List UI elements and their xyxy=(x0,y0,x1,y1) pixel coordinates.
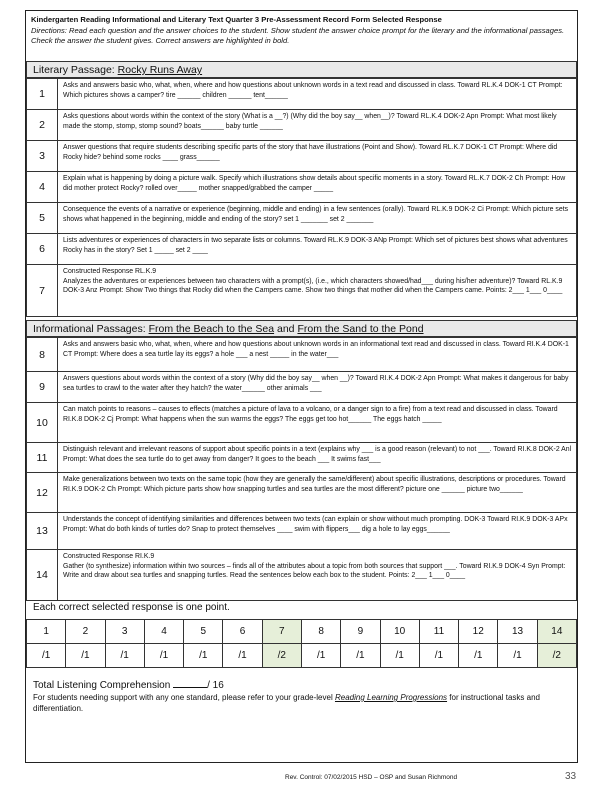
score-item-number: 9 xyxy=(341,620,380,644)
item-number: 4 xyxy=(27,172,58,203)
item-text: Explain what is happening by doing a picture walk. Specify which illustrations show details about specific moments in a story. Toward RL.K.7 DOK-2 Ch Prompt: How did mother protect Rocky? rolled over_____ mother snapped/grabbed the camper _____ xyxy=(58,172,577,203)
item-number: 7 xyxy=(27,265,58,317)
learning-progressions-link[interactable]: Reading Learning Progressions xyxy=(334,693,448,702)
literary-section-header xyxy=(26,61,577,78)
score-cell[interactable]: /2 xyxy=(262,644,301,668)
item-number: 5 xyxy=(27,203,58,234)
score-cell[interactable]: /1 xyxy=(66,644,105,668)
item-text: Asks and answers basic who, what, when, where and how questions about unknown words in an informational text read and discussed in class. Toward RI.K.4 DOK-1 CT Prompt: Where does a sea turtle lay its eggs? a hole ___ a nest _____ in the water___ xyxy=(58,338,577,372)
informational-table xyxy=(26,337,577,601)
item-number: 9 xyxy=(27,372,58,403)
item-number: 3 xyxy=(27,141,58,172)
table-row xyxy=(27,203,577,234)
score-cell[interactable]: /1 xyxy=(223,644,262,668)
score-grid-scores-row xyxy=(27,644,577,668)
table-row xyxy=(27,473,577,513)
total-label: Total Listening Comprehension xyxy=(33,680,171,691)
score-cell[interactable]: /2 xyxy=(537,644,576,668)
score-cell[interactable]: /1 xyxy=(27,644,66,668)
item-text: Understands the concept of identifying similarities and differences between two texts (can explain or show without much prompting. DOK-3 Toward RI.K.9 DOK-3 APx Prompt: What do both kinds of turtles do? Snap to protect themselves ____ swim with flippers___ dig a hole to lay eggs______ xyxy=(58,513,577,550)
item-text: Asks questions about words within the context of the story (What is a __?) (Why did the boy say__ when__)? Toward RL.K.4 DOK-2 Apn Prompt: What most likely made the stomp, stomp, stomp sound? boats______ baby turtle ______ xyxy=(58,110,577,141)
informational-passage-title-2: From the Sand to the Pond xyxy=(297,323,424,335)
item-text: Consequence the events of a narrative or experience (beginning, middle and ending) in a few sentences (orally). Toward RL.K.9 DOK-2 Ci Prompt: Which picture sets shows what happened in the beginning, middle and ending of the story? set 1 _______ set 2 _______ xyxy=(58,203,577,234)
form-directions: Directions: Read each question and the answer choices to the student. Show student the answer choice prompt for the literary and the informational passages. Check the answer the student gives. Correct answers are highlighted in bold. xyxy=(31,25,565,45)
footer-credit: Rev. Control: 07/02/2015 HSD – OSP and Susan Richmond xyxy=(285,774,458,781)
table-row xyxy=(27,79,577,110)
score-grid xyxy=(26,619,577,668)
total-score-blank[interactable] xyxy=(173,678,207,688)
score-item-number: 3 xyxy=(105,620,144,644)
table-row xyxy=(27,110,577,141)
score-cell[interactable]: /1 xyxy=(105,644,144,668)
item-number: 10 xyxy=(27,403,58,443)
score-cell[interactable]: /1 xyxy=(184,644,223,668)
support-note-text: For students needing support with any one standard, please refer to your grade-level xyxy=(33,693,335,702)
score-item-number: 6 xyxy=(223,620,262,644)
score-grid-items-row xyxy=(27,620,577,644)
informational-and: and xyxy=(277,323,295,335)
score-item-number: 8 xyxy=(301,620,340,644)
table-row xyxy=(27,372,577,403)
table-row xyxy=(27,403,577,443)
score-cell[interactable]: /1 xyxy=(144,644,183,668)
score-item-number: 1 xyxy=(27,620,66,644)
total-score xyxy=(33,678,224,691)
item-number: 8 xyxy=(27,338,58,372)
score-cell[interactable]: /1 xyxy=(341,644,380,668)
literary-passage-title: Rocky Runs Away xyxy=(117,64,203,76)
item-number: 1 xyxy=(27,79,58,110)
score-cell[interactable]: /1 xyxy=(498,644,537,668)
literary-label: Literary Passage: xyxy=(33,64,115,76)
support-note xyxy=(33,692,563,714)
score-item-number: 4 xyxy=(144,620,183,644)
form-header xyxy=(31,15,576,47)
score-item-number: 7 xyxy=(262,620,301,644)
informational-label: Informational Passages: xyxy=(33,323,146,335)
item-number: 11 xyxy=(27,443,58,473)
item-text: Answer questions that require students describing specific parts of the story that have illustrations (Point and Show). Toward RL.K.7 DOK-1 CT Prompt: Where did Rocky hide? behind some rocks ____ grass______ xyxy=(58,141,577,172)
score-cell[interactable]: /1 xyxy=(459,644,498,668)
item-number: 6 xyxy=(27,234,58,265)
score-cell[interactable]: /1 xyxy=(301,644,340,668)
score-item-number: 13 xyxy=(498,620,537,644)
score-item-number: 12 xyxy=(459,620,498,644)
table-row xyxy=(27,338,577,372)
scoring-note: Each correct selected response is one point. xyxy=(33,602,230,613)
item-number: 14 xyxy=(27,550,58,601)
constructed-response-text: Analyzes the adventures or experiences between two characters with a prompt(s), (i.e., which characters showed/had___ during his/her adventure)? Toward RL.K.9 DOK-3 Anz Prompt: Show Two things that Rocky did when the Campers came. Show two things that mother did when the Campers came. Points: 2___ 1___ 0____ xyxy=(63,277,563,295)
item-number: 12 xyxy=(27,473,58,513)
item-text xyxy=(58,265,577,317)
item-number: 2 xyxy=(27,110,58,141)
item-text: Answers questions about words within the context of a story (Why did the boy say__ when __)? Toward RI.K.4 DOK-2 Apn Prompt: What makes it dangerous for baby sea turtles to crawl to the water after they hatch? the water______ other animals ___ xyxy=(58,372,577,403)
table-row xyxy=(27,513,577,550)
support-note-text-end: for instructional tasks and differentiation. xyxy=(33,693,540,713)
score-cell[interactable]: /1 xyxy=(380,644,419,668)
table-row xyxy=(27,550,577,601)
table-row xyxy=(27,265,577,317)
item-text: Asks and answers basic who, what, when, where and how questions about unknown words in a text read and discussed in class. Toward RL.K.4 DOK-1 CT Prompt: Which pictures shows a camper? tire ______ children ______ tent______ xyxy=(58,79,577,110)
score-item-number: 5 xyxy=(184,620,223,644)
informational-passage-title-1: From the Beach to the Sea xyxy=(148,323,275,335)
item-text: Lists adventures or experiences of characters in two separate lists or columns. Toward RL.K.9 DOK-3 ANp Prompt: Which set of pictures best shows what adventures Rocky has in the story? Set 1 _____ set 2 ____ xyxy=(58,234,577,265)
table-row xyxy=(27,443,577,473)
item-text: Distinguish relevant and irrelevant reasons of support about specific points in a text (explains why ___ is a good reason (relevant) to not ___. Toward RI.K.8 DOK-2 Anl Prompt: What does the sea turtle do to get away from danger? It goes to the beach ___ It swims fast___ xyxy=(58,443,577,473)
score-item-number: 11 xyxy=(419,620,458,644)
constructed-response-text: Gather (to synthesize) information within two sources – finds all of the attributes about a topic from both sources that support ___. Toward RI.K.9 DOK-4 Syn Prompt: Write and draw about sea turtles and snapping turtles. Read the sentences below each box to the student. Points: 2___ 1___ 0____ xyxy=(63,562,566,580)
item-number: 13 xyxy=(27,513,58,550)
literary-table xyxy=(26,78,577,317)
score-item-number: 2 xyxy=(66,620,105,644)
table-row xyxy=(27,172,577,203)
item-text: Can match points to reasons – causes to effects (matches a picture of lava to a volcano, or a danger sign to a fire) from a text read and discussed in class. Toward RI.K.8 DOK-2 Cj Prompt: What happens when the sun warms the eggs? The eggs get too hot______ The eggs hatch _____ xyxy=(58,403,577,443)
total-suffix: / 16 xyxy=(207,680,224,691)
constructed-response-title: Constructed Response RL.K.9 xyxy=(63,268,157,275)
page-number: 33 xyxy=(565,771,577,782)
item-text: Make generalizations between two texts on the same topic (how they are generally the same/different) about specific illustrations, descriptions or procedures. Toward RI.K.9 DOK-2 Ch Prompt: Which picture parts show how snapping turtles and sea turtles are the most different? picture one ______ picture two______ xyxy=(58,473,577,513)
constructed-response-title: Constructed Response RI.K.9 xyxy=(63,553,155,560)
score-item-number: 14 xyxy=(537,620,576,644)
informational-section-header xyxy=(26,320,577,337)
form-title: Kindergarten Reading Informational and Literary Text Quarter 3 Pre-Assessment Record Form Selected Response xyxy=(31,15,442,24)
score-item-number: 10 xyxy=(380,620,419,644)
item-text xyxy=(58,550,577,601)
table-row xyxy=(27,141,577,172)
score-cell[interactable]: /1 xyxy=(419,644,458,668)
table-row xyxy=(27,234,577,265)
